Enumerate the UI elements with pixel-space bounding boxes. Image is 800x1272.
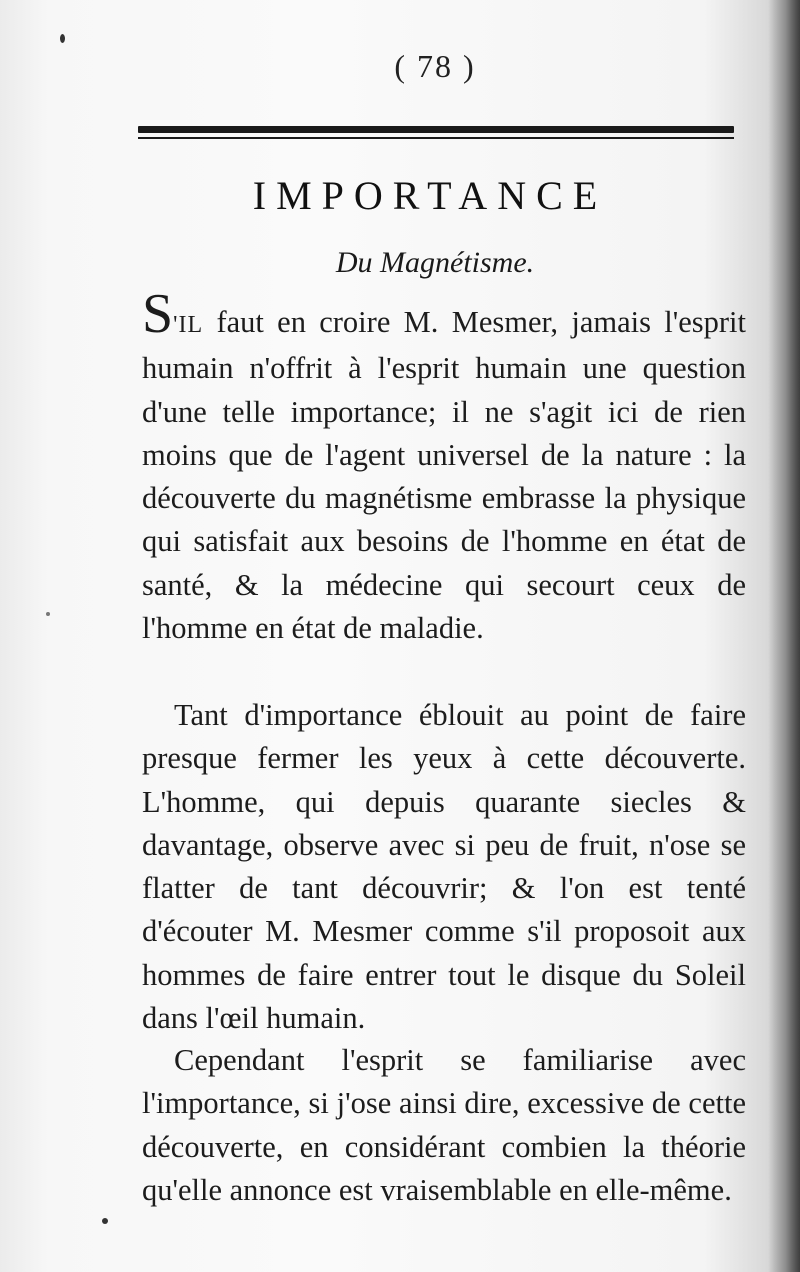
page-number: ( 78 ) xyxy=(394,48,476,84)
paragraph-3-text: Cependant l'esprit se familiarise avec l'importance, si j'ose ainsi dire, excessive de cette découverte, en considérant combien la théorie qu'elle annonce est vraisemblable en elle-même. xyxy=(142,1043,746,1207)
chapter-title: IMPORTANCE xyxy=(252,173,608,218)
drop-cap: S xyxy=(142,283,174,345)
chapter-subtitle: Du Magnétisme. xyxy=(335,246,535,279)
small-caps-lead: 'IL xyxy=(173,312,204,338)
paragraph-2-text: Tant d'importance éblouit au point de faire presque fermer les yeux à cette découverte. L'homme, qui depuis quarante siecles & davantage, observe avec si peu de fruit, n'ose se flatter de tant découvrir; & l'on est tenté d'écouter M. Mesmer comme s'il proposoit aux hommes de faire entrer tout le disque du Soleil dans l'œil humain. xyxy=(142,698,746,1036)
ink-speck xyxy=(60,34,65,43)
header-rule xyxy=(138,126,734,133)
paragraph-1-text: faut en croire M. Mesmer, jamais l'esprit humain n'offrit à l'esprit humain une question d'une telle importance; il ne s'agit ici de rien moins que de l'agent universel de la nature : la découverte du magnétisme embrasse la physique qui satisfait aux besoins de l'homme en état de santé, & la médecine qui secourt ceux de l'homme en état de maladie. xyxy=(142,305,746,646)
paragraph-3 xyxy=(142,1039,746,1212)
paragraph-1 xyxy=(142,283,746,650)
header-rule-thin xyxy=(138,137,734,139)
paragraph-2 xyxy=(142,694,746,1040)
ink-speck xyxy=(46,612,50,616)
ink-speck xyxy=(102,1218,108,1224)
